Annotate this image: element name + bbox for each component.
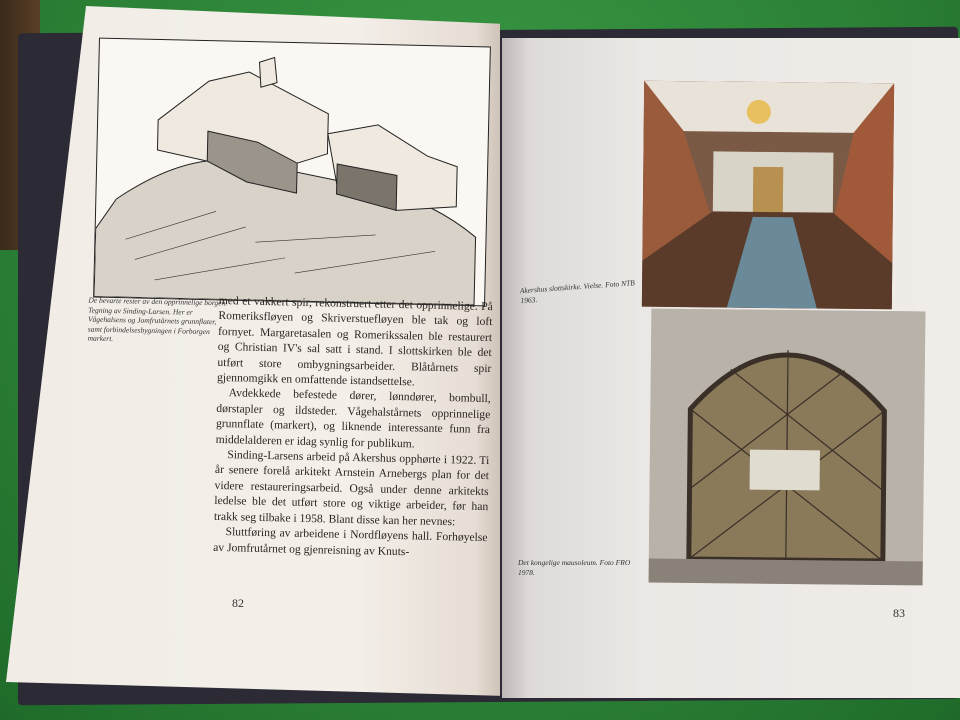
paragraph: Sinding-Larsens arbeid på Akershus opphørte i 1922. Ti år senere forelå arkitekt Arnstein Arnebergs plan for det videre restaureringsarbeid. Også under denne arkitekts ledelse ble det utført store og viktige arbeider, før han trakk seg tilbake i 1958. Blant disse kan her nevnes: (213, 448, 490, 529)
paragraph: med et vakkert spir, rekonstruert etter det opprinnelige. På Romeriksfløyen og Skriverstuefløyen ble tak og loft fornyet. Margaretasalen og Romerikssalen ble restaurert og Christian IV's sal satt i stand. I slottskirken ble det utført store ombygningsarbeider. Blåtårnets spir gjennomgikk en omfattende istandsettelse. (216, 293, 493, 389)
left-page-body-text (213, 293, 493, 561)
royal-mausoleum-photo (649, 309, 926, 586)
page-number-right: 83 (893, 606, 905, 620)
mausoleum-photo-caption: Det kongelige mausoleum. Foto FRO 1978. (518, 558, 631, 577)
chapel-photo-caption: Akershus slottskirke. Vielse. Foto NTB 1963. (519, 278, 636, 305)
chapel-interior-photo (642, 81, 894, 310)
castle-ruins-drawing (93, 38, 491, 307)
paragraph: Avdekkede befestede dører, lønndører, bombull, dørstapler og ildsteder. Vågehalstårnets opprinnelige grunnflate (markert), og liknende interessante funn fra middelalderen er idag synlig for publikum. (215, 386, 491, 451)
page-number-left: 82 (232, 596, 244, 610)
paragraph: Sluttføring av arbeidene i Nordfløyens hall. Forhøyelse av Jomfrutårnet og gjenreisning av Knuts- (213, 525, 488, 558)
drawing-caption: De bevarte rester av den opprinnelige borgen. Tegning av Sinding-Larsen. Her er Vågehalsens og Jomfrutårnets grunnflater, samt forbindelsesbygningen i Forborgen markert. (87, 295, 228, 344)
